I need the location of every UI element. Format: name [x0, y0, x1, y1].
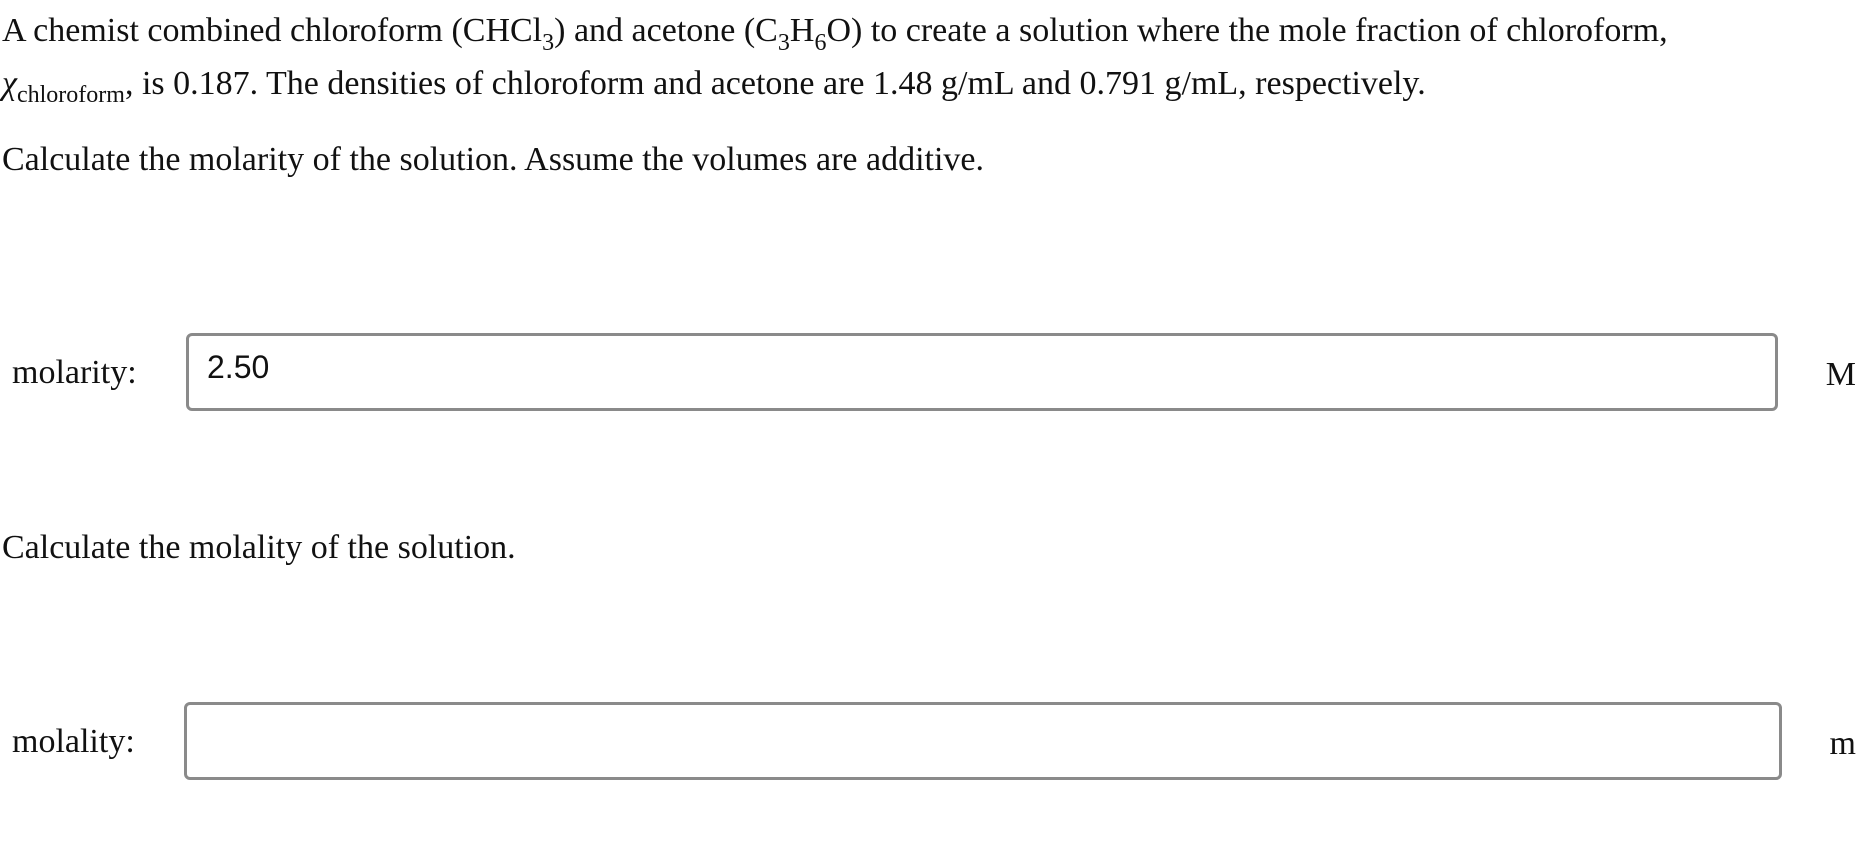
molarity-answer-row [0, 333, 1858, 415]
problem-text-part: O) to create a solution where the mole fraction of chloroform, [826, 12, 1668, 49]
question-molarity: Calculate the molarity of the solution. Assume the volumes are additive. [2, 141, 984, 178]
problem-intro [2, 4, 1852, 110]
molarity-input[interactable] [186, 333, 1778, 411]
molarity-label: molarity: [12, 354, 137, 391]
problem-text-part: ) and acetone (C [554, 12, 778, 49]
molarity-unit: M [1825, 356, 1856, 393]
subscript-cl3: 3 [542, 30, 555, 56]
subscript-h6: 6 [814, 30, 827, 56]
molality-unit: m [1829, 725, 1856, 762]
mole-fraction-symbol: χ [2, 65, 17, 102]
question-molality: Calculate the molality of the solution. [2, 529, 516, 566]
mole-fraction-subscript: chloroform [16, 82, 125, 108]
problem-statement [2, 4, 1852, 110]
subscript-c3: 3 [777, 30, 790, 56]
molality-answer-row [0, 702, 1858, 784]
problem-text-part: H [789, 12, 815, 49]
problem-text-part: A chemist combined chloroform (CHCl [2, 12, 543, 49]
problem-text-part: , is 0.187. The densities of chloroform and acetone are 1.48 g/mL and 0.791 g/mL, respectively. [124, 65, 1426, 102]
molality-label: molality: [12, 723, 135, 760]
molality-input[interactable] [184, 702, 1782, 780]
